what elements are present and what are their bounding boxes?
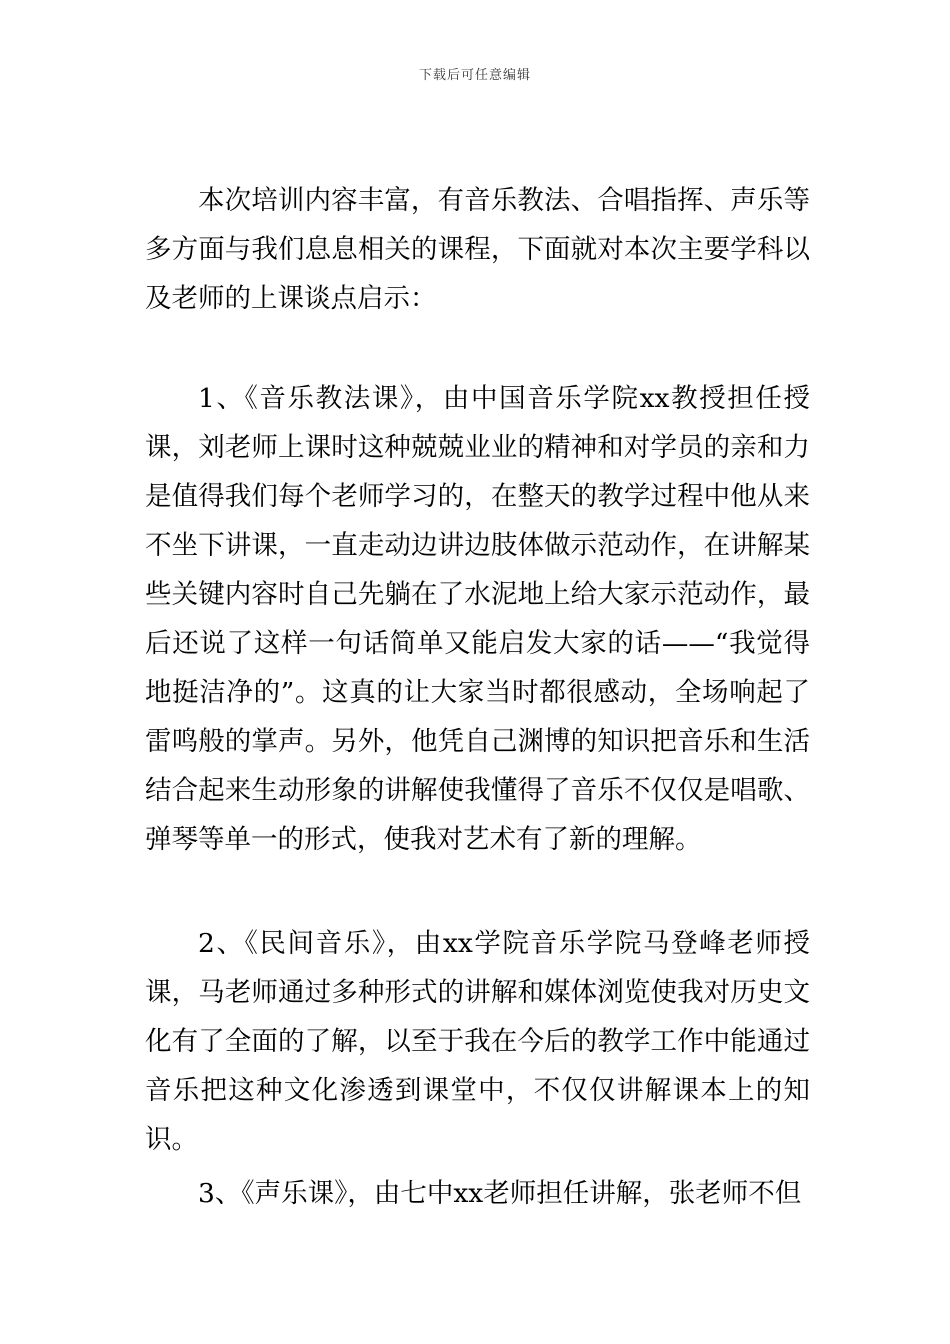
header-note: 下载后可任意编辑 [418, 68, 531, 83]
paragraph-vocal-course: 3、《声乐课》，由七中xx老师担任讲解，张老师不但 [198, 1178, 802, 1209]
paragraph-music-teaching-course: 1、《音乐教法课》，由中国音乐学院xx教授担任授课，刘老师上课时这种兢兢业业的精神和对学员的亲和力是值得我们每个老师学习的，在整天的教学过程中他从来不坐下讲课，一直走动边讲边肢体做示范动作，在讲解某些关键内容时自己先躺在了水泥地上给大家示范动作，最后还说了这样一句话简单又能启发大家的话——“我觉得地挺洁净的”。这真的让大家当时都很感动，全场响起了雷鸣般的掌声。另外，他凭自己渊博的知识把音乐和生活结合起来生动形象的讲解使我懂得了音乐不仅仅是唱歌、弹琴等单一的形式，使我对艺术有了新的理解。 [145, 383, 810, 855]
paragraph-intro: 本次培训内容丰富，有音乐教法、合唱指挥、声乐等多方面与我们息息相关的课程，下面就对本次主要学科以及老师的上课谈点启示： [145, 185, 810, 314]
paragraph-folk-music-course: 2、《民间音乐》，由xx学院音乐学院马登峰老师授课，马老师通过多种形式的讲解和媒体浏览使我对历史文化有了全面的了解，以至于我在今后的教学工作中能通过音乐把这种文化渗透到课堂中，不仅仅讲解课本上的知识。 [145, 928, 810, 1155]
